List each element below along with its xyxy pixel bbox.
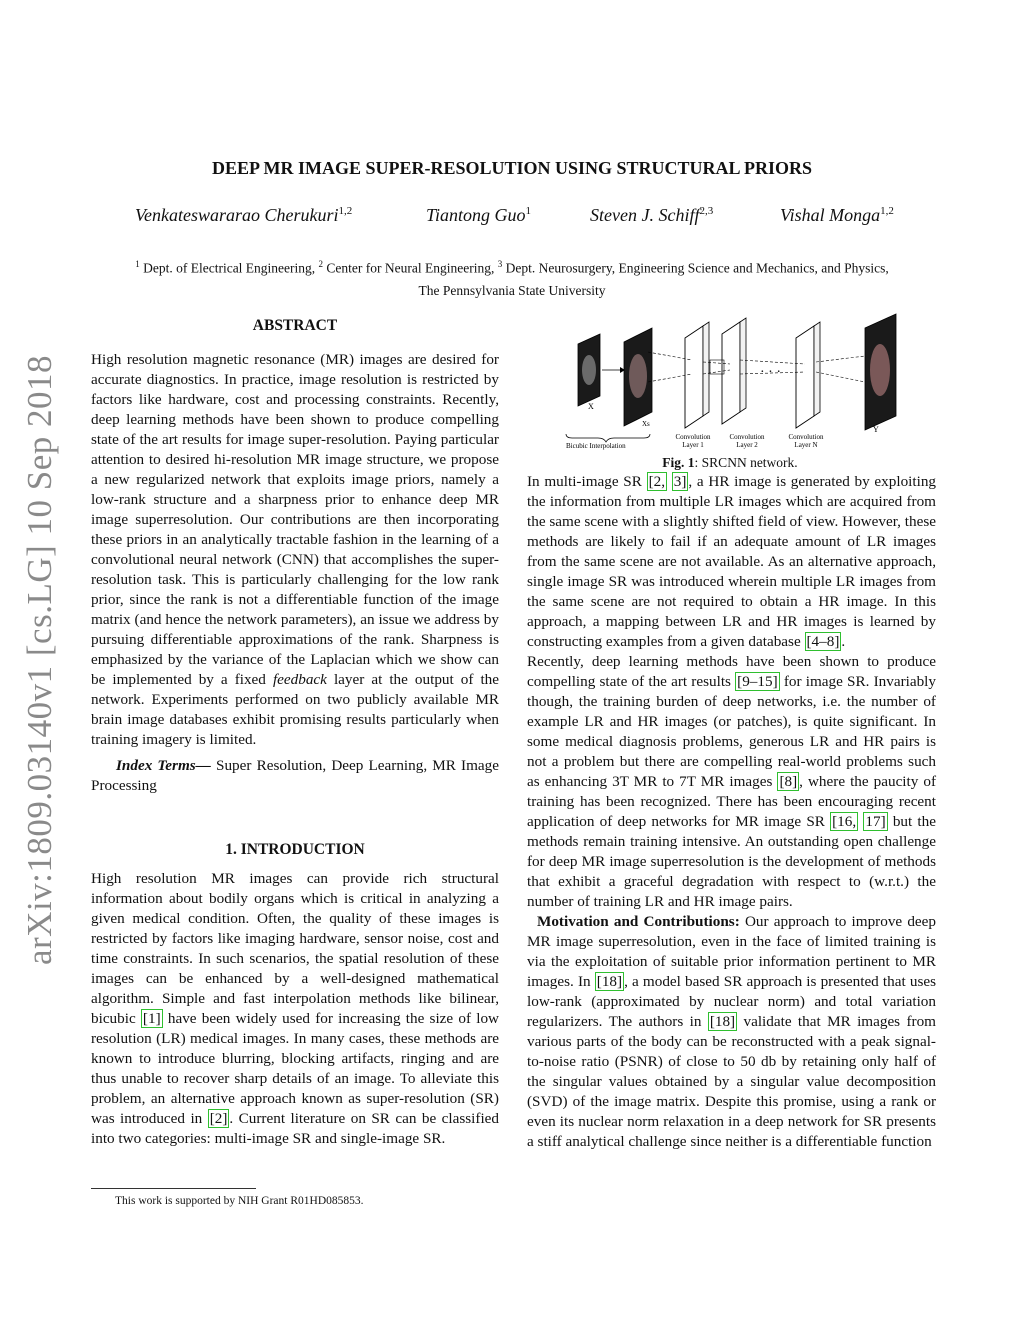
- citation-link[interactable]: [8]: [779, 773, 798, 790]
- conv-layer-1: [685, 326, 703, 428]
- author-2: Tiantong Guo$^1$: [426, 205, 532, 225]
- right-paragraph-2: Recently, deep learning methods have been shown to produce compelling state of the art results [9–15] for image SR. Invariably though, the training burden of deep networks, i.e. the number of example LR and HR images (or patches), is quite significant. In some medical diagnosis problems, generous LR and HR pairs is not a problem but there are compelling real-world problems such as enhancing 3T MR to 7T MR images [8] , where the paucity of training has been recognized. There has been encouraging recent application of deep networks for MR image SR [16, 17] but the methods remain training intensive. An outstanding open challenge for deep MR image superresolution is the development of methods that exhibit a graceful degradation with respect to (w.r.t.) the number of training LR and HR image pairs.: [527, 653, 936, 910]
- brain-scan-icon: [629, 354, 647, 398]
- intro-heading: 1. INTRODUCTION: [225, 841, 365, 858]
- citation-link[interactable]: [1]: [142, 1010, 161, 1027]
- author-3: Steven J. Schiff$^{2,3}$: [590, 205, 714, 225]
- label-xs: Xs: [642, 420, 650, 428]
- right-column: [527, 472, 936, 1152]
- citation-link[interactable]: [16,: [832, 813, 857, 830]
- label-convNa: Convolution: [788, 433, 824, 441]
- label-convNb: Layer N: [794, 441, 818, 449]
- srcnn-figure: [560, 312, 900, 452]
- author-1: Venkateswararao Cherukuri$^{1,2}$: [135, 205, 353, 225]
- citation-link[interactable]: [4–8]: [806, 633, 840, 650]
- label-x: X: [588, 402, 594, 411]
- label-conv2b: Layer 2: [736, 441, 758, 449]
- citation-link[interactable]: [18]: [709, 1013, 736, 1030]
- citation-link[interactable]: [2,: [648, 473, 666, 490]
- paper-title: DEEP MR IMAGE SUPER-RESOLUTION USING STRUCTURAL PRIORS: [211, 158, 813, 178]
- affiliation-line-2: The Pennsylvania State University: [418, 283, 606, 298]
- label-conv1b: Layer 1: [682, 441, 704, 449]
- conv-layer-2-side: [740, 318, 746, 412]
- figure-caption: Fig. 1: SRCNN network.: [662, 455, 798, 470]
- author-4: Vishal Monga$^{1,2}$: [780, 205, 894, 225]
- abstract-text: High resolution magnetic resonance (MR) images are desired for accurate diagnostics. In practice, image resolution is restricted by factors like hardware, cost and processing constraints. Recently, deep learning methods have been shown to produce compelling state of the art results for image super-resolution. Paying particular attention to desired hi-resolution MR image structure, we propose a new regularized network that exploits image priors, namely a low-rank structure and a sharpness prior to enhance deep MR image superresolution. Our contributions are then incorporating these priors in an analytically tractable fashion in the learning of a convolutional neural network (CNN) that accomplishes the super-resolution task. This is particularly challenging for the low rank prior, since the rank is not a differentiable function of the image matrix (and hence the network parameters), an issue we address by pursuing differentiable approximations of the rank. Sharpness is emphasized by the variance of the Laplacian which we show can be implemented by a fixed feedback layer at the output of the network. Experiments performed on two publicly available MR brain image databases exhibit promising results particularly when training imagery is limited.: [91, 351, 499, 748]
- label-bicubic: Bicubic Interpolation: [566, 442, 626, 450]
- index-terms: Index Terms— Super Resolution, Deep Learning, MR Image Processing: [91, 757, 499, 794]
- arxiv-stamp: [14, 350, 66, 970]
- footnote: This work is supported by NIH Grant R01HD085853.: [115, 1195, 364, 1207]
- arxiv-id: arXiv:1809.03140v1 [cs.LG] 10 Sep 2018: [20, 354, 59, 966]
- right-paragraph-1: In multi-image SR [2, 3] , a HR image is generated by exploiting the information from multiple LR images which are acquired from the same scene with a slightly shifted field of view. However, these methods are likely to fail if an adequate amount of LR images from the same scene are not available. As an alternative approach, single image SR was introduced wherein multiple LR images from the same scene are not required to obtain a HR image. In this approach, a mapping between LR and HR images is learned by constructing examples from a given database [4–8] .: [527, 473, 937, 650]
- brain-scan-icon: [582, 355, 596, 385]
- right-paragraph-3: Motivation and Contributions: Our approach to improve deep MR image superresolution, even in the face of limited training is via the exploitation of suitable prior information pertinent to MR images. In [18] , a model based SR approach is presented that uses low-rank (approximated by nuclear norm) and total variation regularizers. The authors in [18] validate that MR images from various parts of the body can be reconstructed with a peak signal-to-noise ratio (PSNR) of close to 50 db by retaining only half of the singular values obtained by a singular value decomposition (SVD) of the image matrix. Despite this promise, using a rank or even its nuclear norm relaxation in a deep network for SR presents a stiff analytical challenge since neither is a differentiable function: [527, 913, 937, 1150]
- conv-layer-n-side: [814, 322, 820, 416]
- abstract-heading: ABSTRACT: [252, 317, 338, 334]
- citation-link[interactable]: 17]: [865, 813, 886, 830]
- conv-layer-1-side: [703, 322, 709, 416]
- conv-layer-n: [796, 326, 814, 428]
- dashed-connectors: [648, 352, 865, 382]
- left-column: [91, 316, 499, 1149]
- citation-link[interactable]: 3]: [673, 473, 687, 490]
- brain-scan-icon: [870, 344, 890, 396]
- intro-paragraph: High resolution MR images can provide rich structural information about bodily organs which is critical in analyzing a given medical condition. Often, the quality of these images is restricted by factors like imaging hardware, sensor noise, cost and time constraints. In such scenarios, the spatial resolution of these images can be enhanced by a well-designed mathematical algorithm. Simple and fast interpolation methods like bilinear, bicubic [1] have been widely used for increasing the size of low resolution (LR) medical images. In many cases, these methods are known to introduce blurring, blocking artifacts, ringing and are thus unable to recover sharp details of an image. To alleviate this problem, an alternative approach known as super-resolution (SR) was introduced in [2] . Current literature on SR can be classified into two categories: multi-image SR and single-image SR.: [91, 870, 500, 1147]
- citation-link[interactable]: [9–15]: [737, 673, 778, 690]
- citation-link[interactable]: [18]: [596, 973, 623, 990]
- label-y: Y: [873, 425, 879, 434]
- ellipsis: · · ·: [760, 365, 781, 380]
- label-conv1a: Convolution: [675, 433, 711, 441]
- bicubic-brace: [566, 434, 650, 442]
- footnote-rule: [91, 1188, 256, 1189]
- citation-link[interactable]: [2]: [209, 1110, 228, 1127]
- affiliation-line-1: $^1$ Dept. of Electrical Engineering, $^2$ Center for Neural Engineering, $^3$ Dept. Neurosurgery, Engineering Science and Mechanics, and Physics,: [135, 259, 889, 276]
- conv-layer-2: [722, 322, 740, 424]
- label-conv2a: Convolution: [729, 433, 765, 441]
